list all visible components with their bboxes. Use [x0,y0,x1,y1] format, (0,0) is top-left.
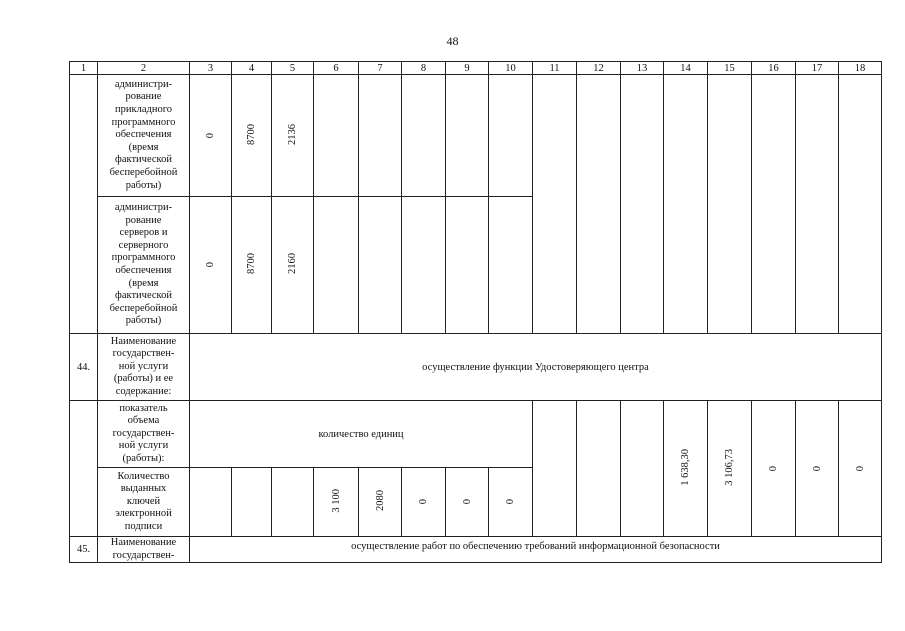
col-num-1: 1 [70,62,98,75]
cell-col-8 [402,197,446,334]
row-number-cell [70,401,98,537]
cell-col-12 [577,75,621,334]
cell-col-18 [839,401,882,537]
cell-col-5 [272,468,314,537]
cell-col-5 [272,197,314,334]
col-num-10: 10 [489,62,533,75]
row-description: администри- рование серверов и серверного программного обеспечения (время фактической бесперебойной работы) [98,197,190,334]
row-description: Наименование государствен- [98,537,190,563]
value-text: 0 [811,465,823,471]
value-text: 0 [418,499,429,505]
value-text: 0 [205,132,216,138]
value-text: 2080 [374,490,386,511]
cell-col-6 [314,75,359,197]
col-num-7: 7 [359,62,402,75]
service-content-text: осуществление функции Удостоверяющего центра [190,334,882,401]
cell-col-4 [232,75,272,197]
table-row-item-44 [70,334,882,401]
cell-col-11 [533,75,577,334]
col-num-13: 13 [621,62,664,75]
cell-col-14 [664,401,708,537]
cell-col-13 [621,401,664,537]
row-description: Количество выданных ключей электронной подписи [98,468,190,537]
cell-col-6 [314,468,359,537]
row-description: Наименование государствен- ной услуги (работы) и ее содержание: [98,334,190,401]
cell-col-9 [446,468,489,537]
col-num-12: 12 [577,62,621,75]
col-num-4: 4 [232,62,272,75]
cell-col-4 [232,468,272,537]
value-text: 8700 [246,123,257,145]
col-num-11: 11 [533,62,577,75]
cell-col-7 [359,197,402,334]
row-description: показатель объема государствен- ной услуги (работы): [98,401,190,468]
cell-col-9 [446,197,489,334]
col-num-5: 5 [272,62,314,75]
value-text: 2136 [287,123,298,145]
value-text: 3 100 [330,488,342,513]
unit-of-measure-text: количество единиц [190,401,533,468]
value-text: 0 [768,465,779,471]
cell-col-10 [489,468,533,537]
table-row-item-45 [70,537,882,563]
cell-col-3 [190,75,232,197]
cell-col-16 [752,75,796,334]
cell-col-8 [402,468,446,537]
row-number-44: 44. [70,334,98,401]
value-text: 8700 [246,253,257,274]
table-row-app-admin [70,75,882,197]
col-num-8: 8 [402,62,446,75]
column-number-row [70,62,882,75]
cell-col-18 [839,75,882,334]
cell-col-11 [533,401,577,537]
value-text: 0 [461,499,473,505]
value-text: 1 638,30 [680,448,691,486]
cell-col-10 [489,197,533,334]
col-num-3: 3 [190,62,232,75]
value-text: 0 [505,499,516,505]
col-num-9: 9 [446,62,489,75]
cell-col-3 [190,468,232,537]
cell-col-17 [796,401,839,537]
cell-col-7 [359,468,402,537]
cell-col-3 [190,197,232,334]
col-num-15: 15 [708,62,752,75]
col-num-14: 14 [664,62,708,75]
cell-col-5 [272,75,314,197]
cell-col-6 [314,197,359,334]
cell-col-15 [708,401,752,537]
col-num-6: 6 [314,62,359,75]
cell-col-14 [664,75,708,334]
cell-col-15 [708,75,752,334]
value-text: 3 106,73 [724,448,735,486]
cell-col-8 [402,75,446,197]
cell-col-17 [796,75,839,334]
col-num-18: 18 [839,62,882,75]
table-row-volume-indicator [70,401,882,468]
service-content-text: осуществление работ по обеспечению требований информационной безопасности [190,537,882,563]
row-description: администри- рование прикладного программного обеспечения (время фактической бесперебойной работы) [98,75,190,197]
value-text: 0 [854,465,866,471]
cell-col-4 [232,197,272,334]
cell-col-12 [577,401,621,537]
row-number-cell [70,75,98,334]
page-number: 48 [446,34,459,48]
cell-col-16 [752,401,796,537]
col-num-17: 17 [796,62,839,75]
cell-col-13 [621,75,664,334]
value-text: 2160 [287,253,298,274]
cell-col-9 [446,75,489,197]
value-text: 0 [205,262,216,268]
col-num-16: 16 [752,62,796,75]
cell-col-7 [359,75,402,197]
col-num-2: 2 [98,62,190,75]
cell-col-10 [489,75,533,197]
state-task-table [69,61,882,563]
row-number-45: 45. [70,537,98,563]
